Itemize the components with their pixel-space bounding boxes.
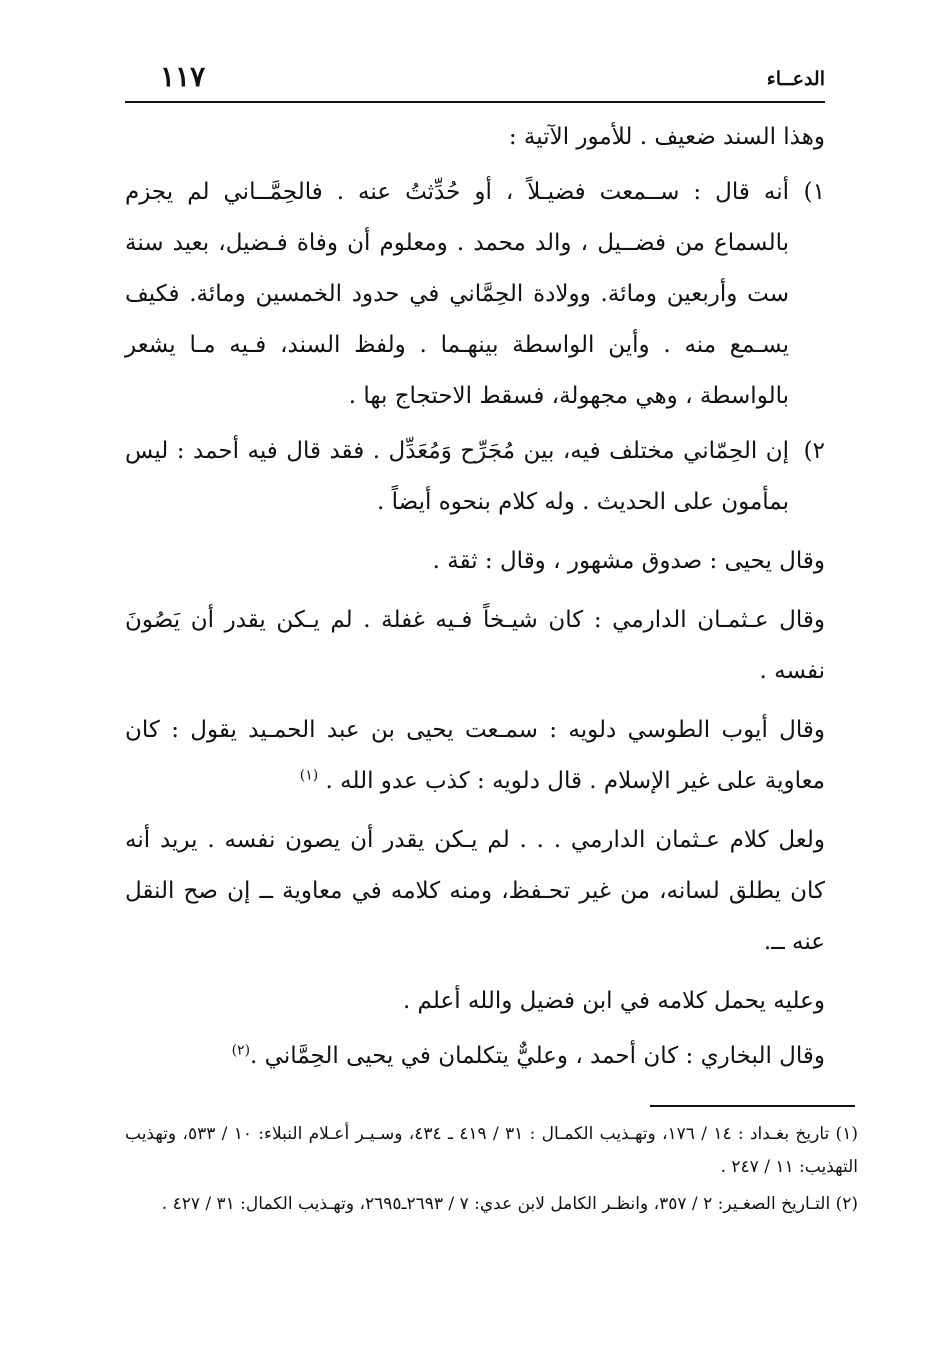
footnote-ref-2: (٢) <box>231 1042 251 1059</box>
point-2 <box>125 426 825 528</box>
footnotes <box>125 1118 858 1225</box>
yahya-paragraph: وقال يحيى : صدوق مشهور ، وقال : ثقة . <box>432 548 825 574</box>
footnote-ref-1: (١) <box>299 767 319 784</box>
footnote-2: (٢) التـاريخ الصغـير: ٢ / ٣٥٧، وانظـر الكامل لابن عدي: ٧ / ٢٦٩٣ـ٢٦٩٥، وتهـذيب الكمال: ٣١ / ٤٢٧ . <box>161 1194 858 1214</box>
header-divider <box>125 101 825 103</box>
intro-paragraph: وهذا السند ضعيف . للأمور الآتية : <box>508 124 825 150</box>
footnote-divider <box>650 1105 855 1107</box>
main-text <box>125 112 825 1082</box>
page-header <box>125 60 825 100</box>
running-title: الدعــاء <box>766 68 825 90</box>
laal-paragraph: ولعل كلام عـثمان الدارمي . . . لم يـكن يقدر أن يصون نفسه . يريد أنه كان يطلق لسانه، من غير تحـفظ، ومنه كلامه في معاوية ــ إن صح النقل عنه ــ. <box>125 827 825 955</box>
footnote-1: (١) تاريخ بغـداد : ١٤ / ١٧٦، وتهـذيب الكمـال : ٣١ / ٤١٩ ـ ٤٣٤، وسـيـر أعـلام النبلاء: ١٠ / ٥٣٣، وتهذيب التهذيب: ١١ / ٢٤٧ . <box>125 1124 858 1177</box>
point-1-text: أنه قال : ســمعت فضيـلاً ، أو حُدِّثتُ عنه . فالحِمَّــاني لم يجزم بالسماع من فضــيل ، والد محمد . ومعلوم أن وفاة فـضيل، بعيد سنة ست وأربعين ومائة. وولادة الحِمَّاني في حدود الخمسين ومائة. فكيف يسـمع منه . وأين الواسطة بينهـما . ولفظ السند، فـيه مـا يشعر بالواسطة ، وهي مجهولة، فسقط الاحتجاج بها . <box>125 179 789 409</box>
page-number: ١١٧ <box>160 60 206 93</box>
bukhari-paragraph <box>125 1031 825 1082</box>
ayyub-text: وقال أيوب الطوسي دلويه : سمـعت يحيى بن عبد الحمـيد يقول : كان معاوية على غير الإسلام . قال دلويه : كذب عدو الله . <box>125 717 825 794</box>
point-1 <box>125 167 825 422</box>
ayyub-paragraph <box>125 705 825 807</box>
alayhi-paragraph: وعليه يحمل كلامه في ابن فضيل والله أعلم . <box>402 988 825 1014</box>
point-2-number: ٢) <box>803 438 825 464</box>
bukhari-text: وقال البخاري : كان أحمد ، وعليٌّ يتكلمان في يحيى الحِمَّاني . <box>250 1043 825 1069</box>
darimi-paragraph: وقال عـثمـان الدارمي : كان شيـخاً فـيه غفلة . لم يـكن يقدر أن يَصُونَ نفسه . <box>125 607 825 684</box>
point-2-text: إن الحِمّاني مختلف فيه، بين مُجَرِّح وَمُعَدِّل . فقد قال فيه أحمد : ليس بمأمون على الحديث . وله كلام بنحوه أيضاً . <box>125 438 789 515</box>
point-1-number: ١) <box>803 179 825 205</box>
